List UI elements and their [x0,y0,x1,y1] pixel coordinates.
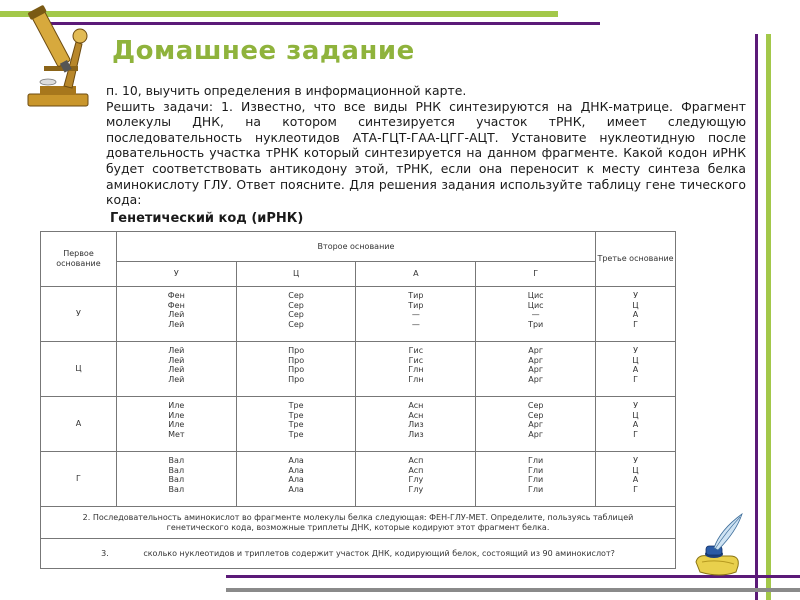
right-green-bar [766,34,771,600]
table-row [41,342,676,397]
task-3-text: сколько нуклеотидов и триплетов содержит участок ДНК, кодирующий белок, состоящий из 90 аминокислот? [143,548,615,558]
codon-cell: Гли Гли Гли Гли [476,452,596,507]
table-row [41,397,676,452]
genetic-code-table [40,231,676,569]
paragraph-2: Решить задачи: 1. Известно, что все виды РНК синтезируются на ДНК-матрице. Фрагмент молекулы ДНК, на котором синтезируется участок тРНК, имеет следующую последовательность нуклеотидов АТА-ГЦТ-ГАА-ЦГГ-АЦТ. Установите нуклеотидную после довательность участка тРНК который синтезируется на данном фрагменте. Какой кодон иРНК будет соответствовать антикодону этой, тРНК, если она переносит к месту синтеза белка аминокислоту ГЛУ. Ответ поясните. Для решения задания используйте таблицу гене тического кода: [106,98,746,208]
assignment-text [106,83,746,208]
third-base-cell: У Ц А Г [596,452,676,507]
codon-cell: Вал Вал Вал Вал [116,452,236,507]
codon-cell: Фен Фен Лей Лей [116,287,236,342]
codon-cell: Цис Цис — Три [476,287,596,342]
second-base-u: У [116,262,236,287]
bottom-gray-bar [226,588,800,592]
codon-cell: Ала Ала Ала Ала [236,452,356,507]
third-base-cell: У Ц А Г [596,342,676,397]
codon-cell: Тре Тре Тре Тре [236,397,356,452]
top-purple-bar [40,22,600,25]
second-base-a: А [356,262,476,287]
first-base: Ц [41,342,117,397]
table-row [41,287,676,342]
table-title: Генетический код (иРНК) [110,211,304,226]
codon-cell: Про Про Про Про [236,342,356,397]
codon-cell: Арг Арг Арг Арг [476,342,596,397]
codon-cell: Гис Гис Глн Глн [356,342,476,397]
quill-ink-icon [690,512,746,582]
second-base-g: Г [476,262,596,287]
codon-cell: Лей Лей Лей Лей [116,342,236,397]
codon-cell: Сер Сер Арг Арг [476,397,596,452]
codon-cell: Сер Сер Сер Сер [236,287,356,342]
header-first-base: Первое основание [41,232,117,287]
first-base: А [41,397,117,452]
second-base-c: Ц [236,262,356,287]
task-2-text: 2. Последовательность аминокислот во фрагменте молекулы белка следующая: ФЕН-ГЛУ-МЕТ. Определите, пользуясь таблицей генетического кода, возможные триплеты ДНК, которые кодируют этот фрагмент белка. [41,507,676,539]
codon-cell: Иле Иле Иле Мет [116,397,236,452]
codon-cell: Асн Асн Лиз Лиз [356,397,476,452]
right-purple-bar [755,34,758,600]
third-base-cell: У Ц А Г [596,287,676,342]
first-base: У [41,287,117,342]
page-title: Домашнее задание [112,36,415,66]
codon-cell: Тир Тир — — [356,287,476,342]
paragraph-1: п. 10, выучить определения в информационной карте. [106,83,467,98]
task-3-number: 3. [101,548,109,558]
third-base-cell: У Ц А Г [596,397,676,452]
first-base: Г [41,452,117,507]
header-third-base: Третье основание [596,232,676,287]
header-second-base: Второе основание [116,232,595,262]
table-row [41,452,676,507]
microscope-icon [18,2,96,114]
codon-cell: Асп Асп Глу Глу [356,452,476,507]
task-3-row [41,539,676,569]
